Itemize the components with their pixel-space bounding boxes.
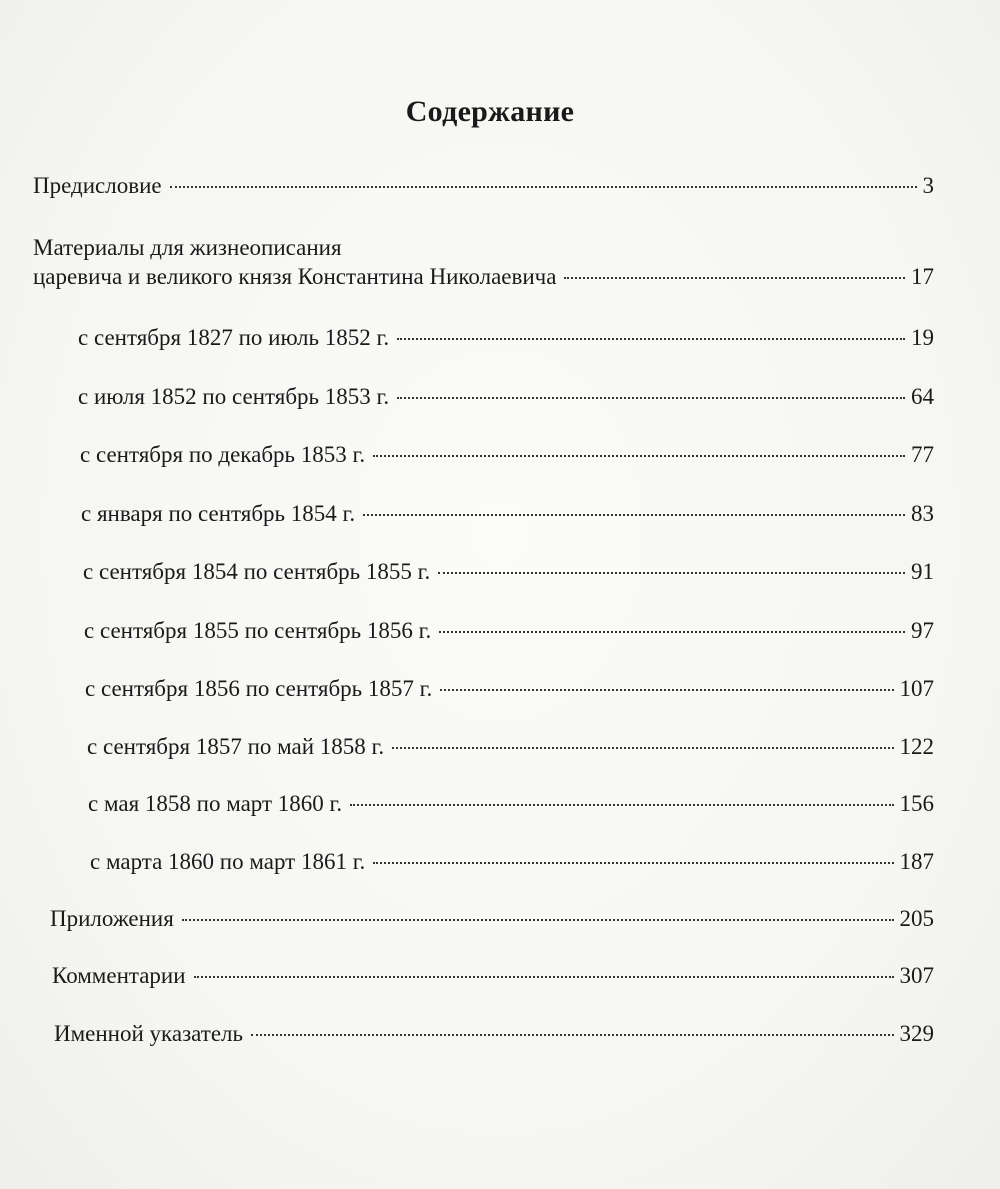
- toc-entry-label: Комментарии: [52, 963, 186, 988]
- dot-leader: [373, 455, 905, 457]
- toc-entry-period-10: [90, 848, 934, 876]
- toc-entry-page: 187: [899, 849, 934, 874]
- toc-entry-page: 19: [911, 325, 934, 350]
- toc-entry-label: с мая 1858 по март 1860 г.: [88, 791, 343, 816]
- toc-entry-materials-line1: Материалы для жизнеописания: [33, 235, 342, 260]
- toc-entry-label: с марта 1860 по март 1861 г.: [90, 849, 366, 874]
- toc-entry-label: с сентября 1855 по сентябрь 1856 г.: [84, 618, 432, 643]
- toc-entry-name-index: [54, 1020, 934, 1048]
- toc-entry-label: Приложения: [50, 906, 174, 931]
- dot-leader: [397, 397, 905, 399]
- dot-leader: [373, 862, 893, 864]
- toc-entry-label: с сентября 1857 по май 1858 г.: [87, 734, 385, 759]
- dot-leader: [440, 689, 893, 691]
- toc-entry-label: с сентября 1856 по сентябрь 1857 г.: [85, 676, 433, 701]
- dot-leader: [438, 572, 905, 574]
- toc-entry-label: с сентября 1827 по июль 1852 г.: [78, 325, 390, 350]
- toc-entry-label: с июля 1852 по сентябрь 1853 г.: [78, 384, 390, 409]
- toc-entry-page: 17: [911, 264, 934, 289]
- toc-entry-page: 122: [899, 734, 934, 759]
- toc-entry-page: 107: [899, 676, 934, 701]
- dot-leader: [363, 514, 905, 516]
- toc-entry-label: Предисловие: [33, 173, 162, 198]
- toc-entry-label: Именной указатель: [54, 1021, 244, 1046]
- toc-entry-period-3: [80, 441, 934, 469]
- toc-entry-page: 307: [899, 963, 934, 988]
- toc-entry-page: 3: [922, 173, 934, 198]
- toc-entry-period-1: [78, 324, 934, 352]
- toc-entry-page: 83: [911, 501, 934, 526]
- toc-entry-appendices: [50, 905, 934, 933]
- toc-entry-label: царевича и великого князя Константина Николаевича: [33, 264, 557, 289]
- dot-leader: [170, 186, 917, 188]
- dot-leader: [182, 919, 894, 921]
- toc-entry-period-4: [81, 500, 934, 528]
- toc-entry-period-6: [84, 617, 934, 645]
- toc-entry-page: 91: [911, 559, 934, 584]
- dot-leader: [439, 631, 905, 633]
- toc-entry-label: с сентября по декабрь 1853 г.: [80, 442, 366, 467]
- toc-entry-period-7: [85, 675, 934, 703]
- page-title: Содержание: [405, 95, 575, 128]
- dot-leader: [392, 747, 893, 749]
- toc-entry-label: с сентября 1854 по сентябрь 1855 г.: [83, 559, 431, 584]
- toc-entry-page: 77: [911, 442, 934, 467]
- toc-entry-page: 64: [911, 384, 934, 409]
- toc-entry-materials: [33, 263, 934, 291]
- toc-entry-page: 156: [899, 791, 934, 816]
- dot-leader: [564, 277, 905, 279]
- toc-entry-period-2: [78, 383, 934, 411]
- toc-entry-page: 97: [911, 618, 934, 643]
- toc-entry-period-8: [87, 733, 934, 761]
- toc-entry-label: с января по сентябрь 1854 г.: [81, 501, 356, 526]
- dot-leader: [251, 1034, 893, 1036]
- toc-entry-commentary: [52, 962, 934, 990]
- toc-entry-page: 329: [899, 1021, 934, 1046]
- toc-entry-preface: [33, 172, 934, 200]
- dot-leader: [194, 976, 894, 978]
- toc-entry-period-9: [88, 790, 934, 818]
- toc-entry-page: 205: [899, 906, 934, 931]
- toc-entry-period-5: [83, 558, 934, 586]
- dot-leader: [350, 804, 893, 806]
- dot-leader: [397, 338, 905, 340]
